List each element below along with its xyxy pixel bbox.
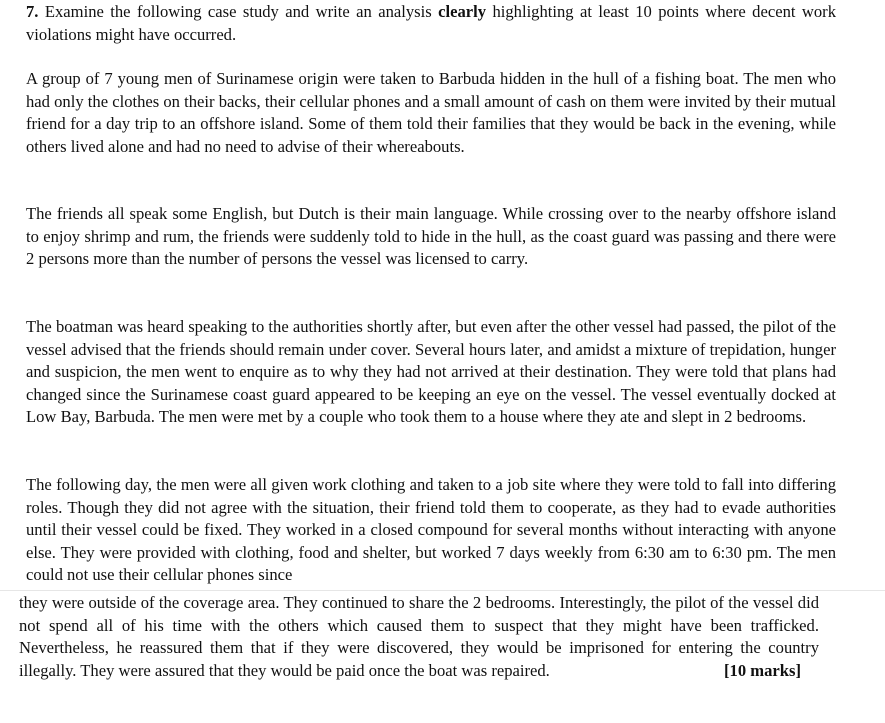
question-text-before: Examine the following case study and write an analysis [44, 2, 432, 21]
question-text-after: highlighting at least 10 points where decent work violations might have occurred. [26, 2, 836, 44]
case-paragraph-2: The friends all speak some English, but Dutch is their main language. While crossing over to the nearby offshore island to enjoy shrimp and rum, the friends were suddenly told to hide in the hull, as the coast guard was passing and there were 2 persons more than the number of persons the vessel was licensed to carry. [26, 204, 836, 269]
question-bold-word: clearly [438, 2, 487, 21]
case-paragraph-4: The following day, the men were all given work clothing and taken to a job site where they were told to fall into differing roles. Though they did not agree with the situation, their friend told them to cooperate, as they had to evade authorities until their vessel could be fixed. They worked in a closed compound for several months without interacting with anyone else. They were provided with clothing, food and shelter, but worked 7 days weekly from 6:30 am to 6:30 pm. The men could not use their cellular phones since [26, 475, 836, 585]
case-paragraph-5-text: they were outside of the coverage area. They continued to share the 2 bedrooms. Interestingly, the pilot of the vessel did not spend all of his time with the others which caused them to suspect that they might have been trafficked. Nevertheless, he reassured them that if they were discovered, they would be imprisoned for entering the country illegally. They were assured that they would be paid once the boat was repaired. [19, 593, 819, 680]
marks-label: [10 marks] [724, 660, 801, 680]
page-seam-divider [0, 590, 885, 591]
question-prompt [26, 1, 836, 46]
case-paragraph-1: A group of 7 young men of Surinamese origin were taken to Barbuda hidden in the hull of a fishing boat. The men who had only the clothes on their backs, their cellular phones and a small amount of cash on them were invited by their mutual friend for a day trip to an offshore island. Some of them told their families that they would be back in the evening, while others lived alone and had no need to advise of their whereabouts. [26, 69, 836, 156]
case-paragraph-5 [19, 592, 819, 682]
case-paragraph-3: The boatman was heard speaking to the authorities shortly after, but even after the other vessel had passed, the pilot of the vessel advised that the friends should remain under cover. Several hours later, and amidst a mixture of trepidation, hunger and suspicion, the men went to enquire as to why they had not arrived at their destination. They were told that plans had changed since the Surinamese coast guard appeared to be keeping an eye on the vessel. The vessel eventually docked at Low Bay, Barbuda. The men were met by a couple who took them to a house where they ate and slept in 2 bedrooms. [26, 317, 836, 427]
question-number: 7. [26, 2, 39, 21]
